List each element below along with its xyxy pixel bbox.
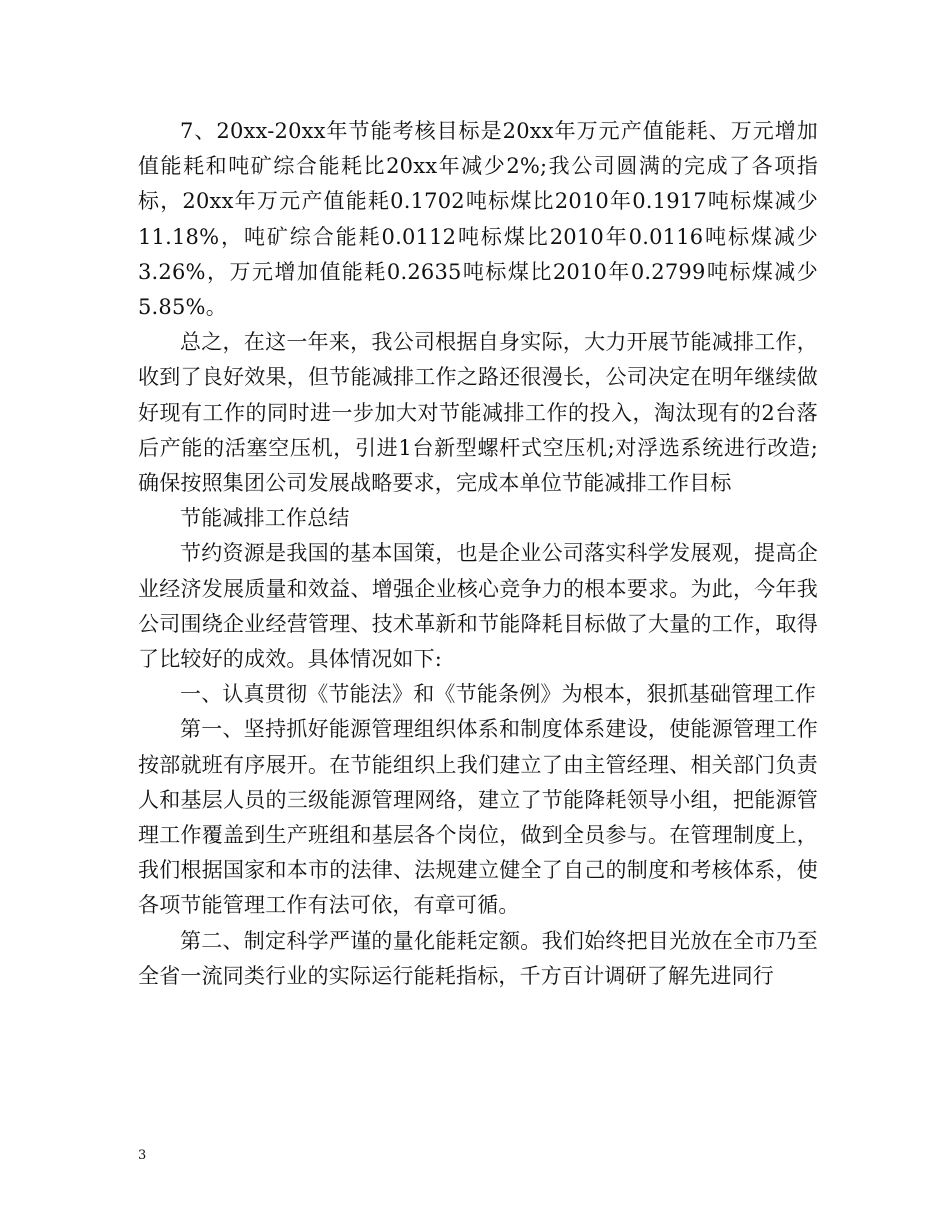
page-number: 3 [138, 1148, 147, 1163]
section-title: 节能减排工作总结 [180, 506, 350, 531]
paragraph-first-point: 第一、坚持抓好能源管理组织体系和制度体系建设，使能源管理工作按部就班有序展开。在节能组织上我们建立了由主管经理、相关部门负责人和基层人员的三级能源管理网络，建立了节能降耗领导小组，把能源管理工作覆盖到生产班组和基层各个岗位，做到全员参与。在管理制度上，我们根据国家和本市的法律、法规建立健全了自己的制度和考核体系，使各项节能管理工作有法可依，有章可循。 [138, 717, 818, 918]
paragraph-second-point: 第二、制定科学严谨的量化能耗定额。我们始终把目光放在全市乃至全省一流同类行业的实际运行能耗指标，千方百计调研了解先进同行 [138, 928, 818, 988]
document-body [138, 114, 818, 994]
paragraph-energy-targets: 7、20xx-20xx年节能考核目标是20xx年万元产值能耗、万元增加值能耗和吨矿综合能耗比20xx年减少2%;我公司圆满的完成了各项指标，20xx年万元产值能耗0.1702吨标煤比2010年0.1917吨标煤减少11.18%，吨矿综合能耗0.0112吨标煤比2010年0.0116吨标煤减少3.26%，万元增加值能耗0.2635吨标煤比2010年0.2799吨标煤减少5.85%。 [138, 119, 818, 320]
paragraph-summary: 总之，在这一年来，我公司根据自身实际，大力开展节能减排工作，收到了良好效果，但节能减排工作之路还很漫长，公司决定在明年继续做好现有工作的同时进一步加大对节能减排工作的投入，淘汰现有的2台落后产能的活塞空压机，引进1台新型螺杆式空压机;对浮选系统进行改造;确保按照集团公司发展战略要求，完成本单位节能减排工作目标 [138, 330, 818, 496]
paragraph-intro: 节约资源是我国的基本国策，也是企业公司落实科学发展观，提高企业经济发展质量和效益、增强企业核心竞争力的根本要求。为此，今年我公司围绕企业经营管理、技术革新和节能降耗目标做了大量的工作，取得了比较好的成效。具体情况如下: [138, 541, 818, 672]
heading-section-one: 一、认真贯彻《节能法》和《节能条例》为根本，狠抓基础管理工作 [180, 682, 816, 707]
